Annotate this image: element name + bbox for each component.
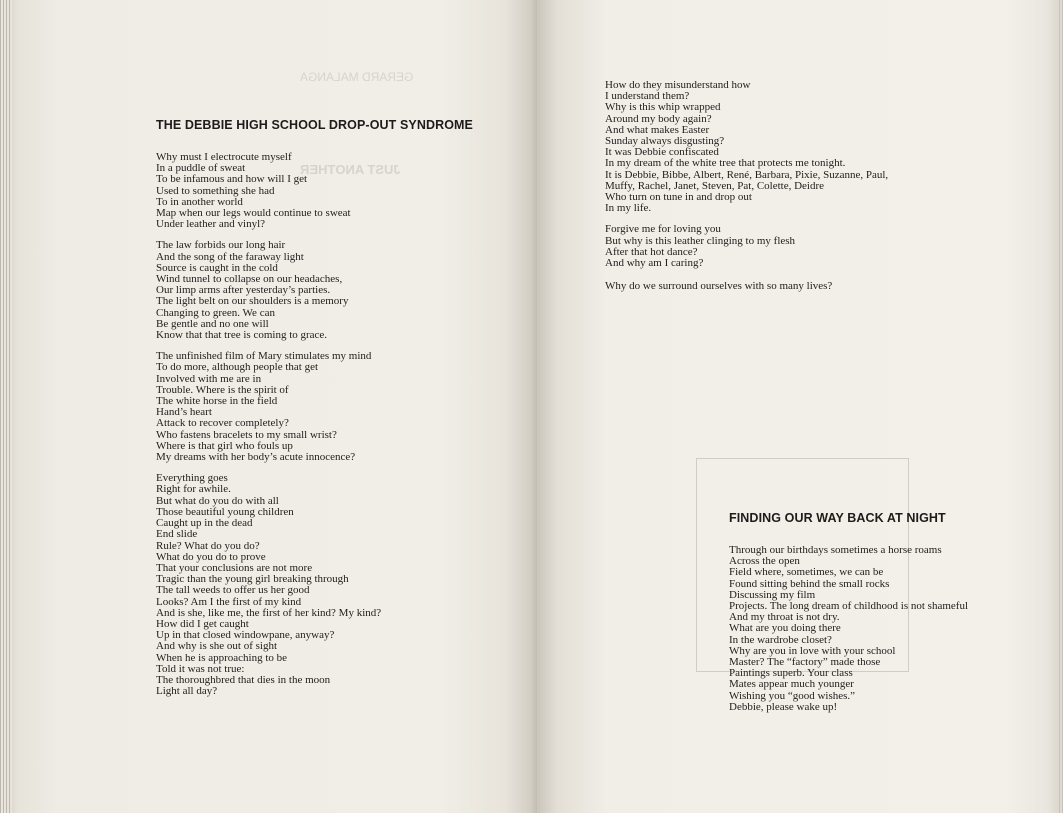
poem-line: To be infamous and how will I get	[156, 173, 308, 186]
poem-line: Trouble. Where is the spirit of	[156, 383, 289, 396]
poem-line: Why is this whip wrapped	[605, 101, 721, 114]
poem-line: Why are you in love with your school	[729, 644, 896, 657]
poem-line: Sunday always disgusting?	[605, 135, 725, 148]
poem-continuation	[605, 80, 888, 292]
poem-line: Changing to green. We can	[156, 306, 275, 319]
poem-line: Map when our legs would continue to sweat	[156, 207, 351, 220]
poem-line: Found sitting behind the small rocks	[729, 577, 890, 590]
poem-body	[729, 545, 968, 713]
poem-line: Hand’s heart	[156, 406, 212, 419]
poem-line: Why must I electrocute myself	[156, 151, 292, 163]
poem-line: The white horse in the field	[156, 395, 278, 408]
poem-line: I understand them?	[605, 90, 690, 103]
poem-line: Source is caught in the cold	[156, 261, 278, 274]
stanza	[729, 545, 968, 713]
poem-line: Under leather and vinyl?	[156, 218, 266, 231]
poem-line: Through our birthdays sometimes a horse roams	[729, 544, 942, 556]
stanza	[605, 224, 888, 269]
poem-line: It was Debbie confiscated	[605, 146, 719, 159]
poem-line: Involved with me are in	[156, 372, 262, 385]
poem-line: Why do we surround ourselves with so many lives?	[605, 280, 833, 293]
poem-line: Across the open	[729, 555, 800, 568]
stanza	[156, 351, 381, 463]
poem-line: Light all day?	[156, 685, 218, 698]
poem-line: How do they misunderstand how	[605, 79, 751, 91]
poem-line: Wishing you “good wishes.”	[729, 689, 856, 702]
poem-line: Looks? Am I the first of my kind	[156, 595, 302, 608]
poem-line: Forgive me for loving you	[605, 223, 721, 236]
poem-line: Right for awhile.	[156, 483, 231, 496]
poem-line: Field where, sometimes, we can be	[729, 566, 884, 579]
poem-line: Where is that girl who fouls up	[156, 439, 293, 452]
poem-line: Rule? What do you do?	[156, 539, 260, 552]
poem-line: Everything goes	[156, 472, 228, 485]
stanza	[156, 473, 381, 697]
poem-line: And is she, like me, the first of her kind? My kind?	[156, 606, 382, 619]
poem-line: Our limp arms after yesterday’s parties.	[156, 284, 331, 297]
poem-line: And the song of the faraway light	[156, 250, 304, 263]
stanza	[156, 152, 381, 230]
poem-line: In my life.	[605, 202, 652, 215]
poem-line: The tall weeds to offer us her good	[156, 584, 310, 597]
poem-line: In my dream of the white tree that protects me tonight.	[605, 157, 846, 170]
poem-line: To do more, although people that get	[156, 361, 319, 374]
poem-line: Caught up in the dead	[156, 517, 253, 530]
poem-line: Master? The “factory” made those	[729, 656, 881, 669]
poem-line: That your conclusions are not more	[156, 561, 313, 574]
stanza	[156, 240, 381, 341]
poem-line: Attack to recover completely?	[156, 417, 289, 430]
poem-line: What are you doing there	[729, 622, 841, 635]
page-edge	[0, 0, 12, 813]
page-edge	[1057, 0, 1063, 813]
poem-line: In a puddle of sweat	[156, 162, 246, 175]
poem-line: How did I get caught	[156, 617, 249, 630]
poem-line: And what makes Easter	[605, 123, 710, 136]
poem-line: Around my body again?	[605, 112, 712, 125]
poem-line: To in another world	[156, 195, 243, 208]
poem-line: Told it was not true:	[156, 662, 245, 675]
poem-line: After that hot dance?	[605, 245, 698, 258]
poem-line: Tragic than the young girl breaking through	[156, 573, 349, 586]
show-through-text: GERARD MALANGA	[300, 70, 414, 84]
poem-line: End slide	[156, 528, 198, 541]
poem-line: Debbie, please wake up!	[729, 700, 838, 713]
poem-title: FINDING OUR WAY BACK AT NIGHT	[729, 511, 946, 525]
poem-line: Mates appear much younger	[729, 678, 854, 691]
poem-line: But what do you do with all	[156, 494, 279, 507]
poem-line: The thoroughbred that dies in the moon	[156, 673, 331, 686]
poem-line: The light belt on our shoulders is a memory	[156, 295, 349, 308]
poem-line: Be gentle and no one will	[156, 317, 269, 330]
poem-line: Discussing my film	[729, 588, 816, 601]
poem-line: When he is approaching to be	[156, 651, 288, 664]
poem-line: Know that that tree is coming to grace.	[156, 329, 328, 342]
poem-line: In the wardrobe closet?	[729, 633, 832, 646]
poem-title: THE DEBBIE HIGH SCHOOL DROP-OUT SYNDROME	[156, 118, 473, 132]
poem-line: Who fastens bracelets to my small wrist?	[156, 428, 337, 441]
poem-line: Those beautiful young children	[156, 505, 294, 518]
poem-line: But why is this leather clinging to my flesh	[605, 234, 796, 247]
poem-line: And why am I caring?	[605, 257, 704, 270]
poem-line: And my throat is not dry.	[729, 611, 840, 624]
poem-line: Projects. The long dream of childhood is not shameful	[729, 600, 969, 613]
poem-line: And why is she out of sight	[156, 640, 277, 653]
poem-line: What do you do to prove	[156, 550, 266, 563]
poem-line: Who turn on tune in and drop out	[605, 191, 752, 204]
right-page	[537, 0, 1063, 813]
poem-line: The law forbids our long hair	[156, 239, 286, 252]
poem-line: It is Debbie, Bibbe, Albert, René, Barbara, Pixie, Suzanne, Paul,	[605, 168, 889, 181]
poem-line: Used to something she had	[156, 184, 275, 197]
poem-body	[156, 152, 381, 697]
poem-line: My dreams with her body’s acute innocence?	[156, 451, 356, 464]
poem-line: Muffy, Rachel, Janet, Steven, Pat, Colette, Deidre	[605, 179, 825, 192]
stanza	[605, 80, 888, 214]
poem-line: The unfinished film of Mary stimulates my mind	[156, 350, 372, 363]
poem-line: Paintings superb. Your class	[729, 667, 853, 680]
show-through-text: JUST ANOTHER	[300, 162, 401, 177]
stanza	[605, 281, 888, 292]
poem-line: Wind tunnel to collapse on our headaches,	[156, 273, 343, 286]
poem-line: Up in that closed windowpane, anyway?	[156, 629, 335, 642]
